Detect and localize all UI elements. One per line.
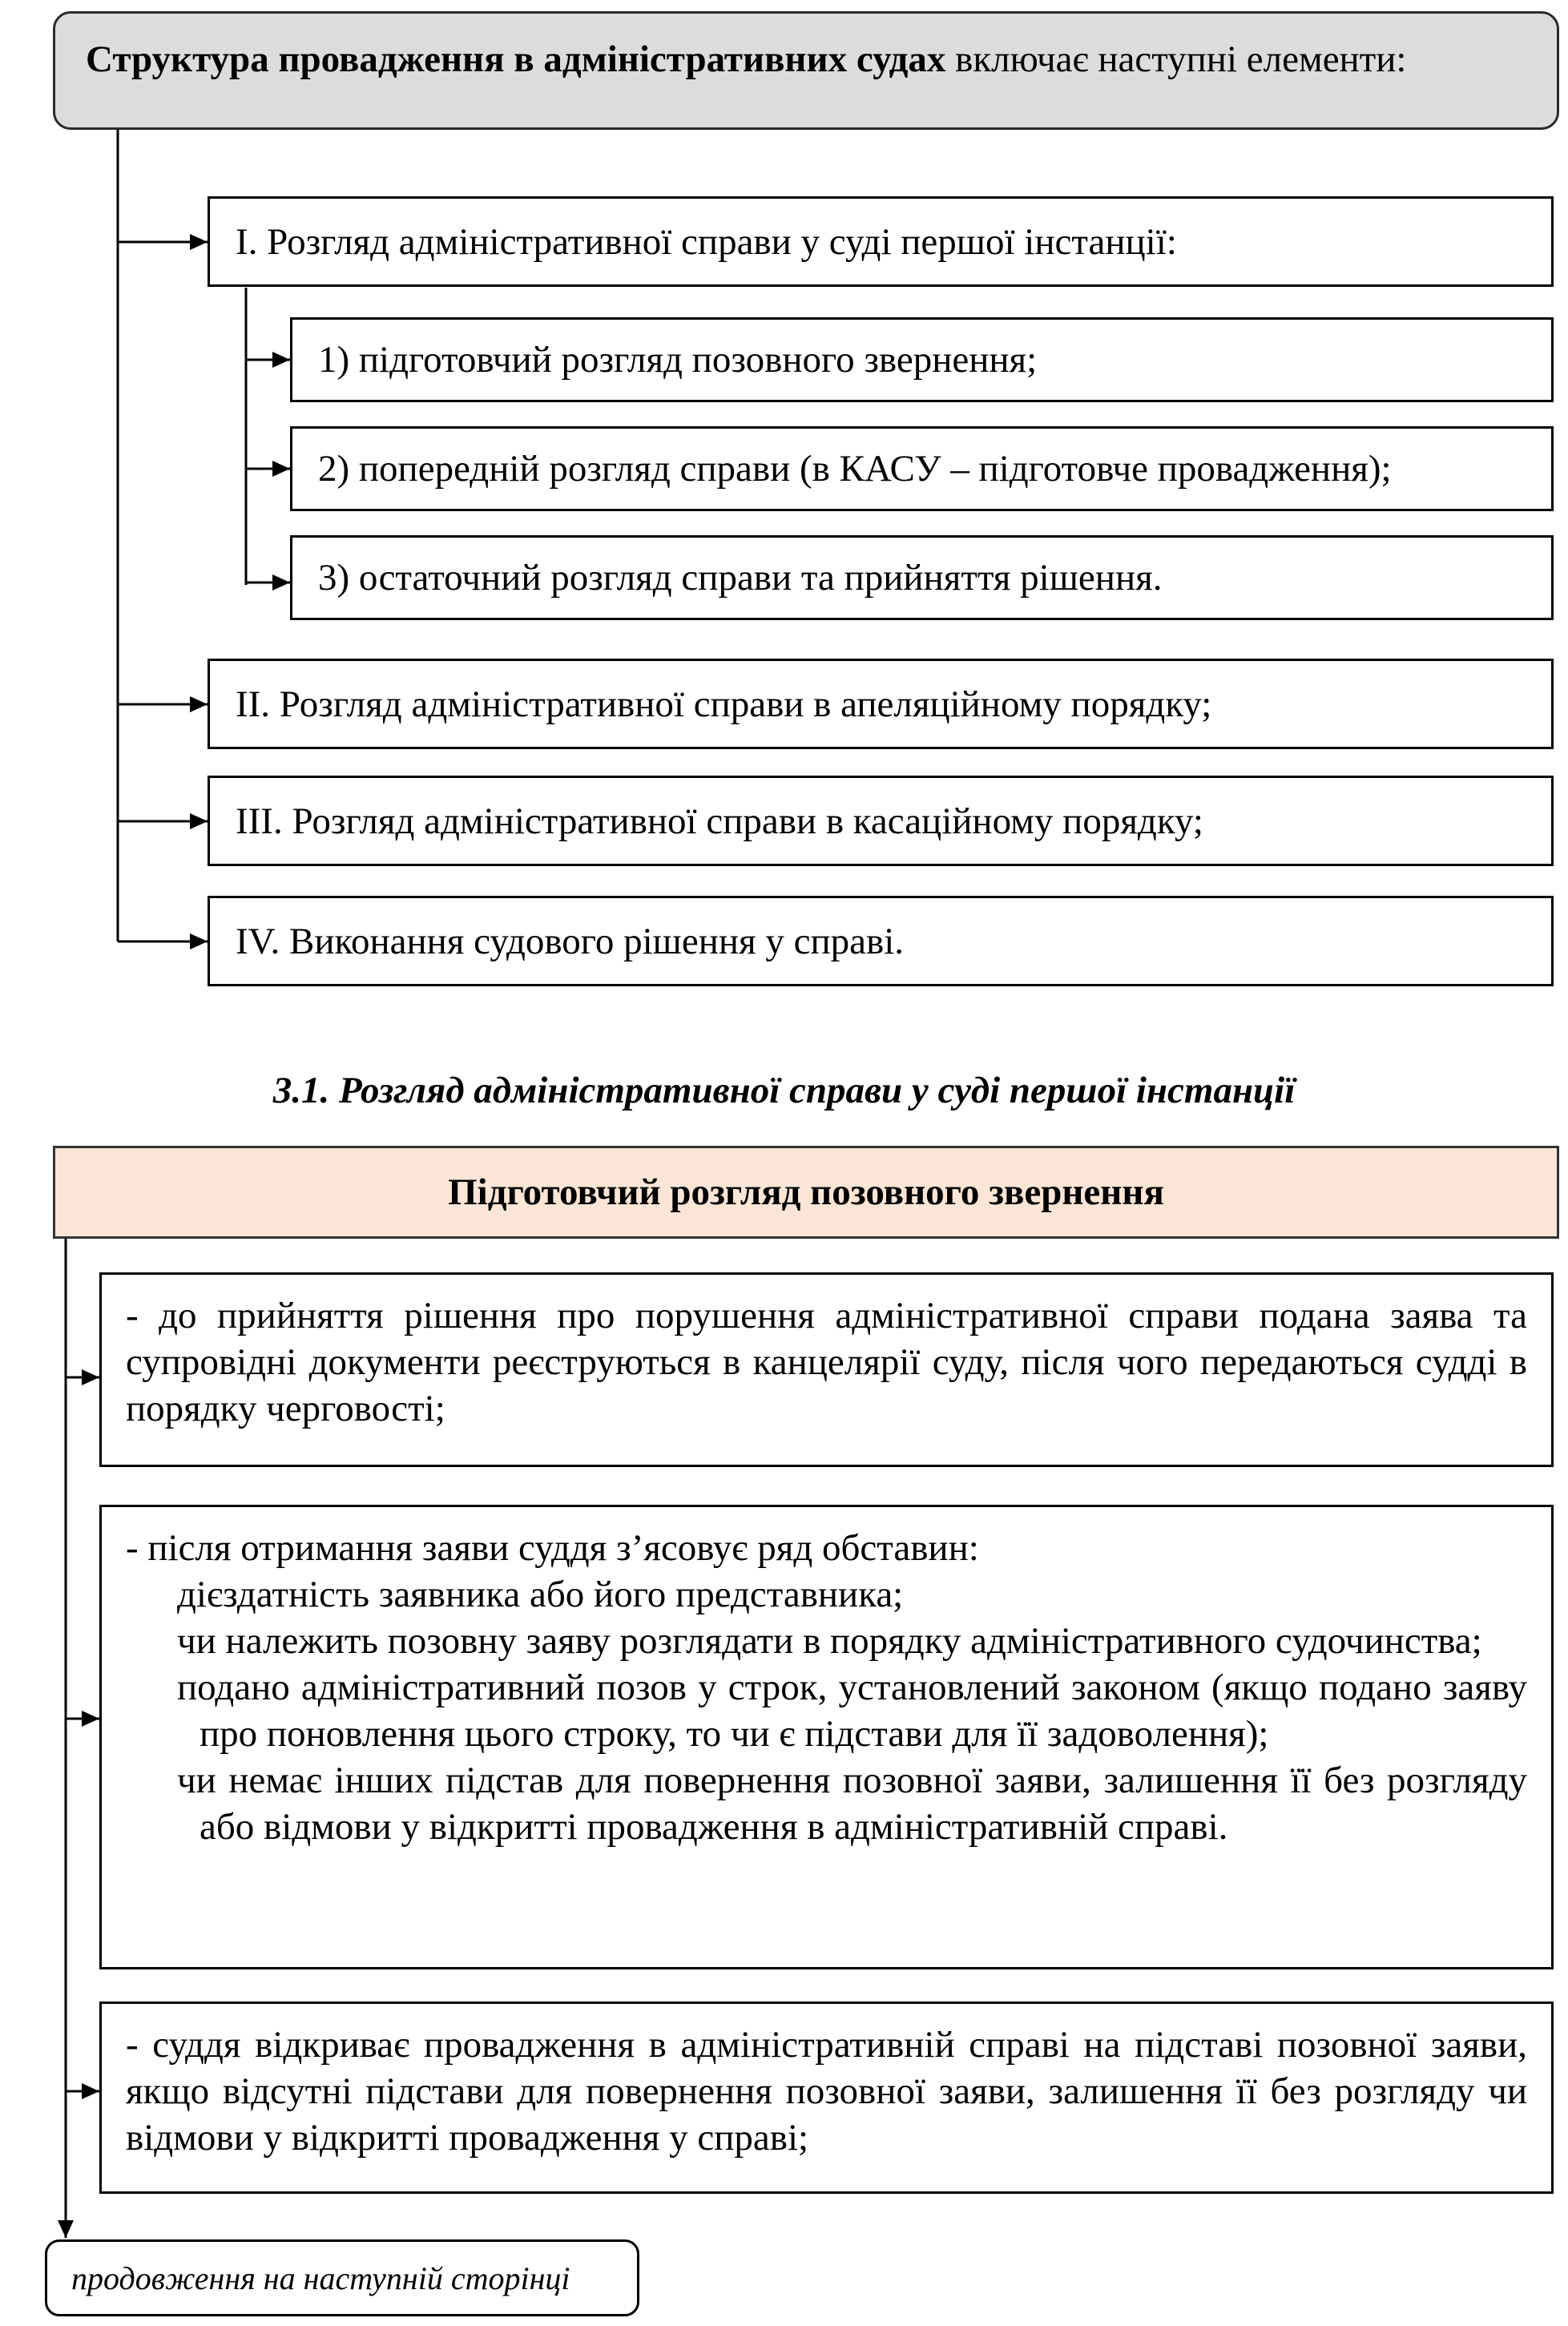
stage-4-box — [208, 896, 1554, 986]
block-3-box — [99, 2001, 1554, 2194]
block-1-text: - до прийняття рішення про порушення адміністративної справи подана заява та супровідні документи реєструються в канцелярії суду, після чого передаються судді в порядку черговості; — [126, 1295, 1527, 1429]
section-header-box — [53, 1146, 1559, 1239]
structure-title-box — [53, 11, 1559, 130]
substage-3-label: 3) остаточний розгляд справи та прийняття рішення. — [318, 557, 1163, 599]
substage-1-label: 1) підготовчий розгляд позовного звернення; — [318, 339, 1038, 381]
stage-2-label: II. Розгляд адміністративної справи в апеляційному порядку; — [236, 683, 1212, 725]
block-2-item-4: чи немає інших підстав для повернення позовної заяви, залишення її без розгляду або відмови у відкритті провадження в адміністративній справі. — [177, 1760, 1527, 1848]
section-header-label: Підготовчий розгляд позовного звернення — [448, 1171, 1164, 1213]
block-2-item-3: подано адміністративний позов у строк, установлений законом (якщо подано заяву про поновлення цього строку, то чи є підстави для її задоволення); — [177, 1667, 1527, 1755]
stage-3-label: III. Розгляд адміністративної справи в касаційному порядку; — [236, 800, 1203, 842]
block-1-box — [99, 1272, 1554, 1467]
stage-3-box — [208, 776, 1554, 866]
block-3-text: - суддя відкриває провадження в адміністративній справі на підставі позовної заяви, якщо відсутні підстави для повернення позовної заяви, залишення її без розгляду чи відмови у відкритті провадження у справі; — [126, 2024, 1527, 2159]
section-title: 3.1. Розгляд адміністративної справи у суді першої інстанції — [272, 1070, 1296, 1111]
substage-2-label: 2) попередній розгляд справи (в КАСУ – підготовче провадження); — [318, 448, 1392, 490]
substage-2-box — [290, 426, 1554, 511]
stage-2-box — [208, 659, 1554, 749]
substage-3-box — [290, 535, 1554, 620]
continuation-label: продовження на наступній сторінці — [71, 2259, 570, 2296]
stage-1-box — [208, 196, 1554, 287]
substage-1-box — [290, 317, 1554, 402]
structure-title-rest: включає наступні елементи: — [945, 38, 1407, 80]
stage-1-label: I. Розгляд адміністративної справи у суді першої інстанції: — [236, 220, 1177, 263]
stage-4-label: IV. Виконання судового рішення у справі. — [236, 920, 904, 962]
structure-title-bold: Структура провадження в адміністративних судах — [86, 38, 946, 80]
block-2-intro: - після отримання заяви суддя з’ясовує ряд обставин: — [126, 1527, 979, 1569]
block-2-box — [99, 1505, 1554, 1969]
continuation-note — [45, 2239, 639, 2316]
block-2-item-2: чи належить позовну заяву розглядати в порядку адміністративного судочинства; — [177, 1620, 1482, 1662]
block-2-item-1: дієздатність заявника або його представника; — [177, 1574, 904, 1615]
